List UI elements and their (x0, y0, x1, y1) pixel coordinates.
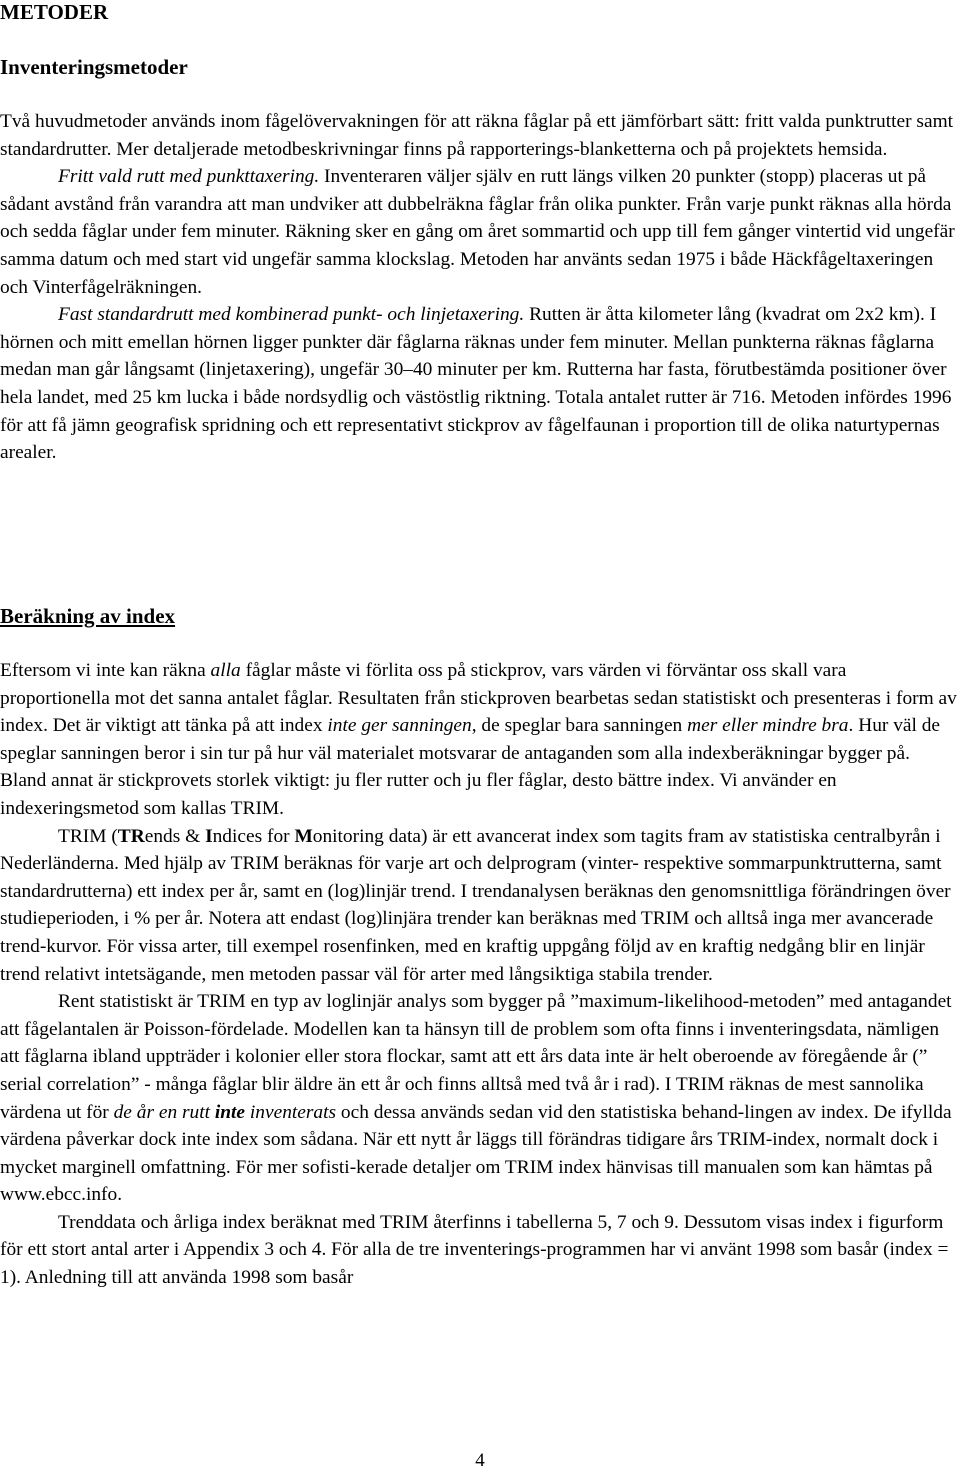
text-span: onitoring data) är ett avancerat index som tagits fram av statistiska centralbyrån i Nederländerna. Med hjälp av TRIM beräknas för varje art och delprogram (vinter- respektive sommarpunktrutterna, samt standardrutterna) ett index per år, samt en (log)linjär trend. I trendanalysen beräknas den genomsnittliga förändringen över studieperioden, i % per år. Notera att endast (log)linjära trender kan beräknas med TRIM och alltså inga mer avancerade trend-kurvor. För vissa arter, till exempel rosenfinken, med en kraftig uppgång följd av en kraftig nedgång blir en linjär trend relativt intetsägande, men metoden passar väl för arter med långsiktiga stabila trender. (0, 825, 951, 985)
emphasis-text: de år en rutt (113, 1101, 215, 1123)
bold-letter: M (294, 825, 313, 847)
paragraph-statistics (0, 988, 958, 1209)
paragraph-standard-route-title: Fast standardrutt med kombinerad punkt- och linjetaxering. (58, 304, 525, 326)
bold-emphasis-text: inte (214, 1101, 246, 1123)
text-span: ndices for (212, 825, 295, 847)
section-heading-index: Beräkning av index (0, 604, 176, 628)
bold-letter: I (205, 825, 213, 847)
paragraph-sampling (0, 657, 958, 823)
emphasis-text: alla (210, 660, 241, 681)
text-span: Rent statistiskt är TRIM en typ av loglinjär analys som bygger på ”maximum-likelihood-metoden” med antagandet att fågelantalen är Poisson-fördelade. Modellen kan ta hänsyn till de problem som ofta finns i inventeringsdata, nämligen att fåglarna ibland uppträder i kolonier eller stora flockar, samt att ett års data inte är helt oberoende av föregående år (” serial correlation” - många fåglar blir äldre än ett år och finns alltså med två år i rad). I TRIM räknas de mest sannolika värdena ut för (0, 991, 952, 1123)
text-span: fåglar måste vi förlita oss på stickprov, vars värden vi förväntar oss skall vara proportionella mot det sanna antalet fåglar. Resultaten från stickproven bearbetas sedan statistiskt och presenteras i form av index. Det är viktigt att tänka på att index (0, 660, 957, 737)
emphasis-text: inventerats (245, 1101, 337, 1123)
page-number: 4 (475, 1450, 485, 1471)
text-span: , de speglar bara sanningen (471, 715, 688, 737)
page-title: METODER (0, 0, 109, 24)
section-heading-inventory: Inventeringsmetoder (0, 55, 188, 79)
paragraph-point-route (0, 163, 958, 301)
paragraph-point-route-text: Inventeraren väljer själv en rutt längs vilken 20 punkter (stopp) placeras ut på sådant avstånd från varandra att man undviker att dubbelräkna fåglar från olika punkter. Från varje punkt räknas alla hörda och sedda fåglar under fem minuter. Räkning sker en gång om året sommartid och upp till fem gånger vintertid vid ungefär samma datum och med start vid ungefär samma klockslag. Metoden har använts sedan 1975 i både Häckfågeltaxeringen och Vinterfågelräkningen. (0, 166, 955, 298)
text-span: ends & (144, 825, 206, 847)
emphasis-text: mer eller mindre bra (687, 715, 849, 737)
text-span: och dessa används sedan vid den statistiska behand-lingen av index. De ifyllda värdena påverkar dock inte index som sådana. När ett nytt år läggs till förändras tidigare års TRIM-index, normalt dock i mycket marginell omfattning. För mer sofisti-kerade detaljer om TRIM index hänvisas till manualen som kan hämtas på www.ebcc.info. (0, 1101, 952, 1206)
paragraph-standard-route (0, 301, 958, 467)
text-span: TRIM ( (58, 825, 118, 847)
paragraph-standard-route-text: Rutten är åtta kilometer lång (kvadrat om 2x2 km). I hörnen och mitt emellan hörnen ligger punkter där fåglarna räknas under fem minuter. Mellan punkterna räknas fåglarna medan man går långsamt (linjetaxering), ungefär 30–40 minuter per km. Rutterna har fasta, förutbestämda positioner över hela landet, med 25 km lucka i både nordsydlig och västöstlig riktning. Totala antalet rutter är 716. Metoden infördes 1996 för att få jämn geografisk spridning och ett representativt stickprov av fågelfaunan i proportion till de olika naturtypernas arealer. (0, 304, 952, 464)
bold-letter: TR (117, 825, 145, 847)
text-span: Eftersom vi inte kan räkna (0, 660, 211, 681)
text-span: . Hur väl de speglar sanningen beror i sin tur på hur väl materialet motsvarar de antaganden som alla indexberäkningar bygger på. Bland annat är stickprovets storlek viktigt: ju fler rutter och ju fler fåglar, desto bättre index. Vi använder en indexeringsmetod som kallas TRIM. (0, 715, 941, 819)
index-section-body (0, 657, 958, 1292)
paragraph-trim (0, 823, 958, 989)
inventory-section-body (0, 108, 958, 467)
paragraph-trend-data: Trenddata och årliga index beräknat med TRIM återfinns i tabellerna 5, 7 och 9. Dessutom visas index i figurform för ett stort antal arter i Appendix 3 och 4. För alla de tre inventerings-programmen har vi använt 1998 som basår (index = 1). Anledning till att använda 1998 som basår (0, 1211, 949, 1289)
paragraph-point-route-title: Fritt vald rutt med punkttaxering. (58, 166, 320, 188)
emphasis-text: inte ger sanningen (327, 715, 472, 737)
paragraph-intro: Två huvudmetoder används inom fågelövervakningen för att räkna fåglar på ett jämförbart sätt: fritt valda punktrutter samt standardrutter. Mer detaljerade metodbeskrivningar finns på rapporterings-blanketterna och på projektets hemsida. (0, 111, 954, 160)
